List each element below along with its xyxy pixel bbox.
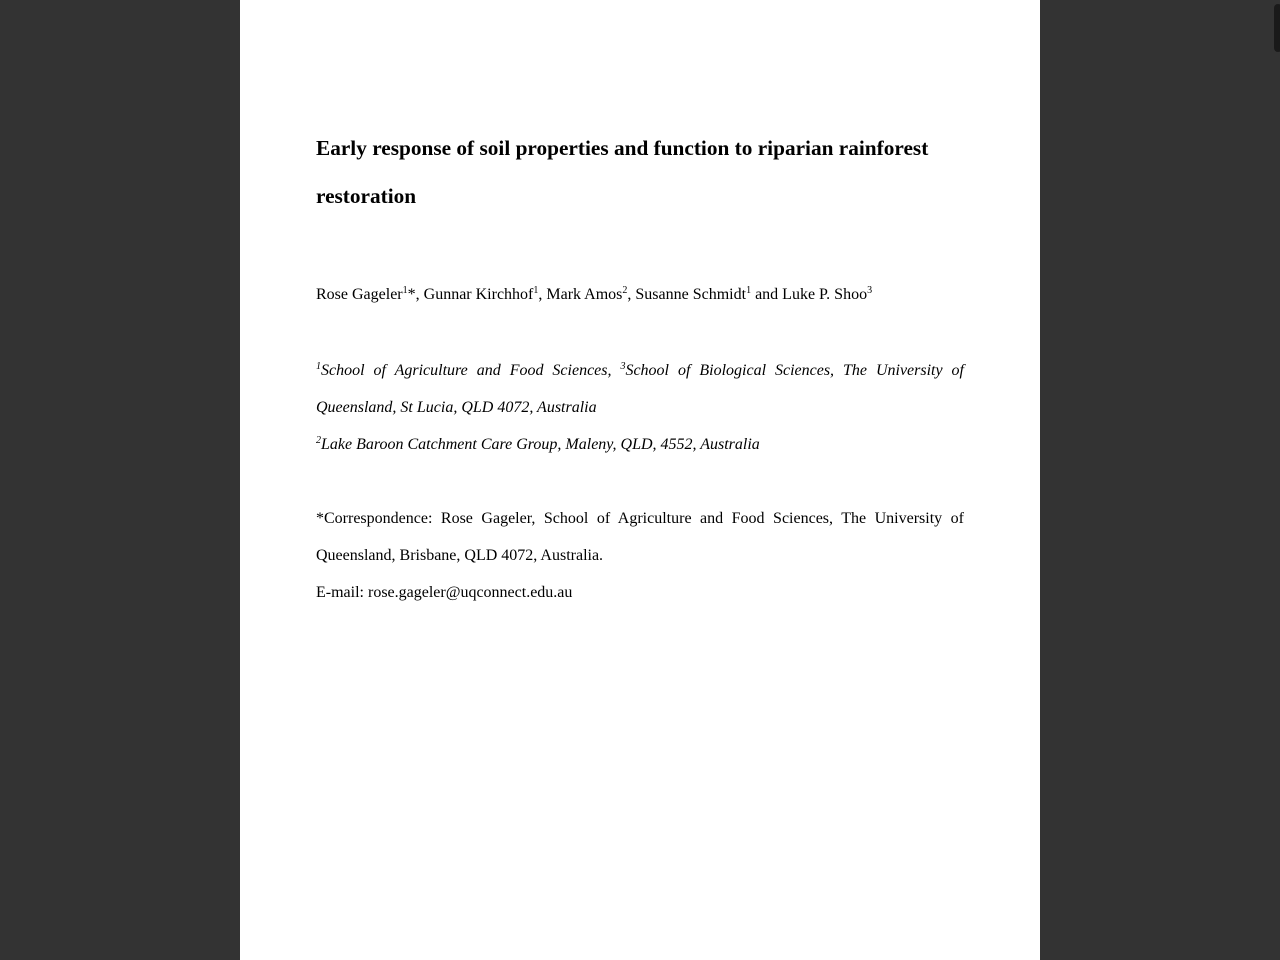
author-separator: , [627, 286, 636, 303]
author-affiliation-marker: 1 [402, 285, 408, 296]
author-affiliation-marker: 3 [867, 285, 873, 296]
author-name: Mark Amos [546, 286, 623, 303]
author-separator: and [751, 286, 783, 303]
affiliation-marker: 2 [316, 435, 321, 446]
email-line [316, 574, 964, 611]
vertical-scrollbar[interactable] [1256, 0, 1280, 960]
author-name: Luke P. Shoo [782, 286, 868, 303]
affiliation-marker: 3 [620, 361, 626, 372]
author-separator: , [538, 286, 547, 303]
affiliation-line [316, 352, 964, 426]
affiliation-line [316, 426, 964, 463]
paper-title: Early response of soil properties and function to riparian rainforest restoration [316, 136, 929, 208]
email-label: E-mail: [316, 584, 368, 601]
affiliation-text: School of Agriculture and Food Sciences, [321, 362, 621, 379]
author-affiliation-marker: 2 [622, 285, 628, 296]
correspondence-text: *Correspondence: Rose Gageler, School of Agriculture and Food Sciences, The University of Queensland, Brisbane, QLD 4072, Australia. [316, 510, 964, 564]
author-name: Rose Gageler [316, 286, 403, 303]
email-link[interactable]: rose.gageler@uqconnect.edu.au [367, 584, 573, 601]
author-list [316, 282, 964, 308]
author-name: Susanne Schmidt [635, 286, 747, 303]
author-name: Gunnar Kirchhof [423, 286, 534, 303]
scrollbar-thumb[interactable] [1274, 4, 1280, 52]
author-affiliation-marker: 1 [746, 285, 752, 296]
affiliation-text: School of Biological Sciences, The University of Queensland, St Lucia, QLD 4072, Australia [316, 362, 964, 416]
affiliation-text: Lake Baroon Catchment Care Group, Maleny, QLD, 4552, Australia [321, 436, 760, 453]
document-page [240, 0, 1040, 960]
affiliation-marker: 1 [316, 361, 321, 372]
affiliations [316, 352, 964, 463]
author-affiliation-marker: 1 [533, 285, 539, 296]
correspondence-block [316, 500, 964, 611]
author-separator: *, [407, 286, 424, 303]
